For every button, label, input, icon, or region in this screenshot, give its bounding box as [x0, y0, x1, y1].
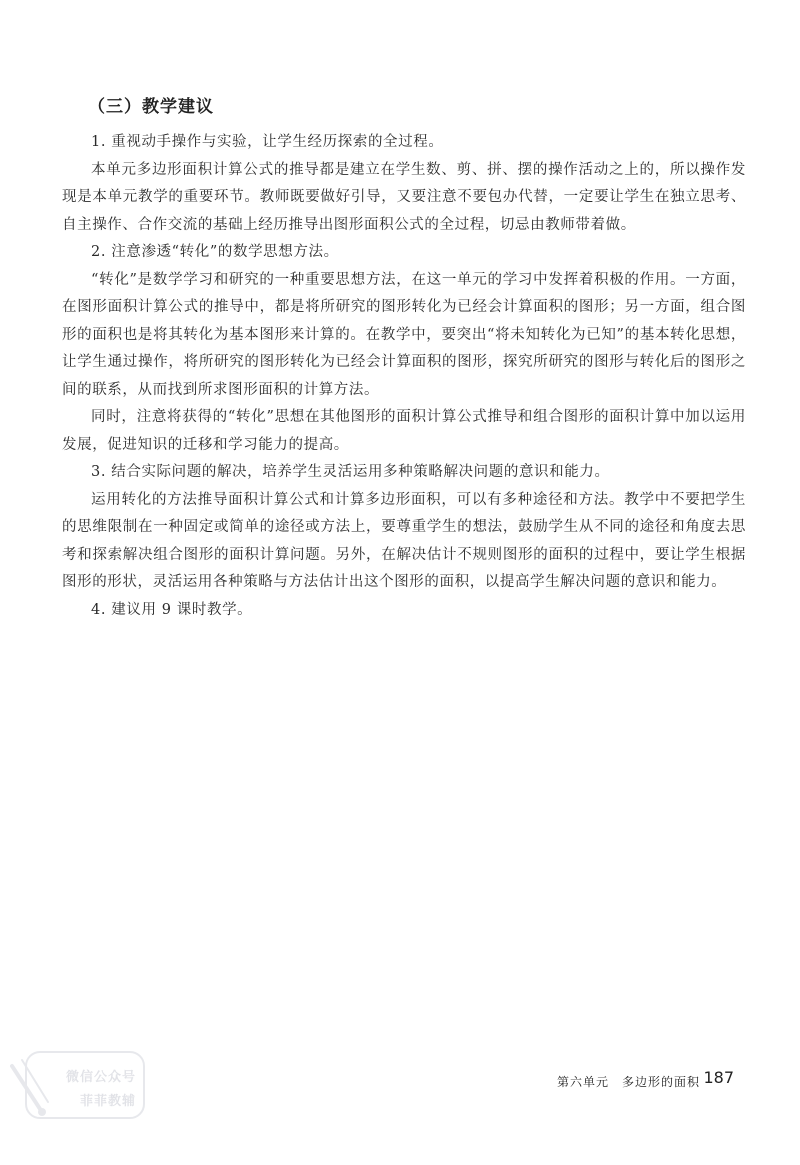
watermark-line-1: 微信公众号 [66, 1070, 137, 1085]
suggestion-2-paragraph-2: 同时，注意将获得的“转化”思想在其他图形的面积计算公式推导和组合图形的面积计算中加以运用发展，促进知识的迁移和学习能力的提高。 [62, 409, 746, 453]
watermark-line-2: 菲菲教辅 [80, 1094, 137, 1109]
watermark-badge-icon [8, 1046, 158, 1128]
body-text [62, 129, 746, 624]
suggestion-3-paragraph: 运用转化的方法推导面积计算公式和计算多边形面积，可以有多种途径和方法。教学中不要把学生的思维限制在一种固定或简单的途径或方法上，要尊重学生的想法，鼓励学生从不同的途径和角度去思考和探索解决组合图形的面积计算问题。另外，在解决估计不规则图形的面积的过程中，要让学生根据图形的形状，灵活运用各种策略与方法估计出这个图形的面积，以提高学生解决问题的意识和能力。 [62, 491, 746, 590]
suggestion-1-title: 1. 重视动手操作与实验，让学生经历探索的全过程。 [91, 134, 444, 150]
suggestion-4-title: 4. 建议用 9 课时教学。 [91, 601, 253, 618]
suggestion-3-title: 3. 结合实际问题的解决，培养学生灵活运用多种策略解决问题的意识和能力。 [91, 464, 610, 480]
suggestion-1-paragraph: 本单元多边形面积计算公式的推导都是建立在学生数、剪、拼、摆的操作活动之上的，所以操作发现是本单元教学的重要环节。教师既要做好引导，又要注意不要包办代替，一定要让学生在独立思考、自主操作、合作交流的基础上经历推导出图形面积公式的全过程，切忌由教师带着做。 [62, 161, 746, 233]
section-heading: （三）教学建议 [88, 97, 214, 117]
suggestion-2-title: 2. 注意渗透“转化”的数学思想方法。 [91, 244, 339, 260]
footer-unit-title: 第六单元 多边形的面积 [556, 1075, 700, 1089]
suggestion-2-paragraph-1: “转化”是数学学习和研究的一种重要思想方法，在这一单元的学习中发挥着积极的作用。一方面，在图形面积计算公式的推导中，都是将所研究的图形转化为已经会计算面积的图形；另一方面，组合图形的面积也是将其转化为基本图形来计算的。在教学中，要突出“将未知转化为已知”的基本转化思想，让学生通过操作，将所研究的图形转化为已经会计算面积的图形，探究所研究的图形与转化后的图形之间的联系，从而找到所求图形面积的计算方法。 [62, 271, 746, 398]
page-number: 187 [703, 1068, 734, 1087]
watermark [8, 1046, 158, 1128]
